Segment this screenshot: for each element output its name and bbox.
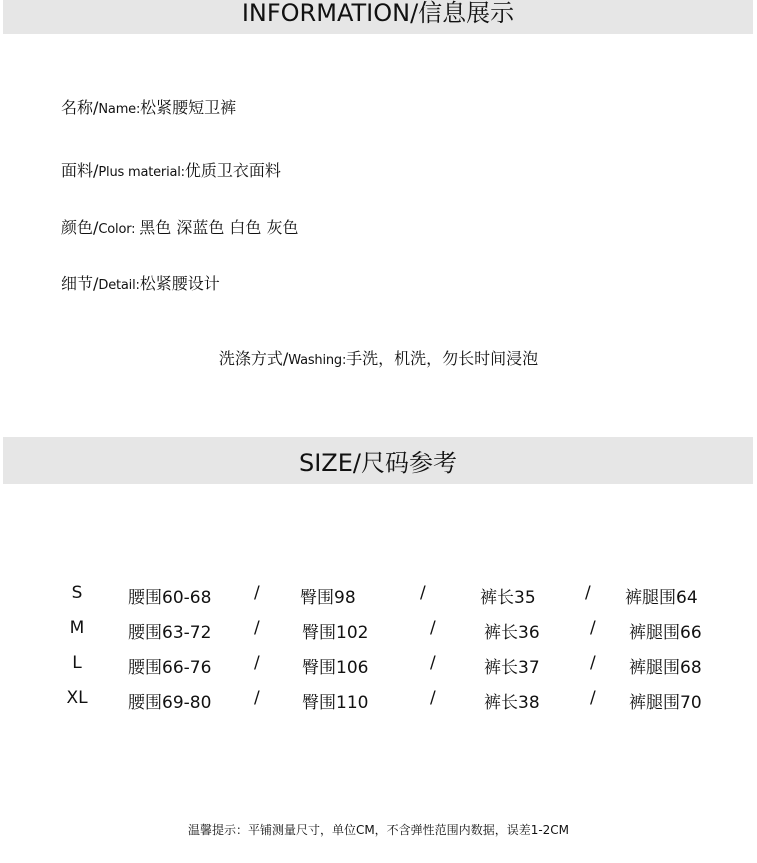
detail-label: 细节/	[61, 274, 99, 293]
color-label-en: Color:	[98, 222, 140, 237]
color-line	[61, 215, 299, 238]
leg-value: 裤腿围68	[629, 658, 702, 678]
material-label-en: Plus material:	[98, 165, 185, 180]
material-value: 优质卫衣面料	[184, 161, 281, 180]
hip-value: 臀围102	[302, 623, 369, 643]
product-name-line	[61, 95, 236, 118]
length-value: 裤长36	[484, 623, 540, 643]
separator: /	[430, 688, 436, 708]
size-row	[0, 618, 757, 642]
separator: /	[430, 653, 436, 673]
separator: /	[590, 618, 596, 638]
size-label: L	[72, 653, 82, 673]
separator: /	[254, 618, 260, 638]
leg-value: 裤腿围66	[629, 623, 702, 643]
name-label: 名称/	[61, 98, 99, 117]
hip-value: 臀围98	[300, 588, 356, 608]
size-label: S	[71, 583, 83, 603]
size-title: SIZE/尺码参考	[298, 449, 457, 477]
size-banner	[3, 437, 753, 484]
detail-label-en: Detail:	[98, 278, 140, 293]
size-label: XL	[66, 688, 88, 708]
washing-label: 洗涤方式/	[218, 349, 289, 368]
hip-value: 臀围106	[302, 658, 369, 678]
information-banner	[3, 0, 753, 34]
waist-value: 腰围66-76	[128, 658, 212, 678]
separator: /	[430, 618, 436, 638]
separator: /	[254, 583, 260, 603]
information-title: INFORMATION/信息展示	[241, 0, 515, 27]
leg-value: 裤腿围70	[629, 693, 702, 713]
separator: /	[585, 583, 591, 603]
name-label-en: Name:	[98, 102, 141, 117]
hip-value: 臀围110	[302, 693, 369, 713]
color-value: 黑色 深蓝色 白色 灰色	[139, 218, 299, 237]
separator: /	[590, 688, 596, 708]
separator: /	[590, 653, 596, 673]
washing-label-en: Washing:	[288, 353, 347, 368]
separator: /	[420, 583, 426, 603]
measurement-note: 温馨提示：平铺测量尺寸，单位CM，不含弹性范围内数据，误差1-2CM	[187, 823, 570, 837]
detail-value: 松紧腰设计	[139, 274, 220, 293]
length-value: 裤长35	[480, 588, 536, 608]
material-line	[61, 158, 281, 181]
size-label: M	[69, 618, 85, 638]
leg-value: 裤腿围64	[625, 588, 698, 608]
size-row	[0, 653, 757, 677]
separator: /	[254, 653, 260, 673]
washing-line	[0, 346, 757, 369]
length-value: 裤长38	[484, 693, 540, 713]
waist-value: 腰围69-80	[128, 693, 212, 713]
length-value: 裤长37	[484, 658, 540, 678]
washing-value: 手洗，机洗，勿长时间浸泡	[346, 349, 539, 368]
size-row	[0, 688, 757, 712]
name-value: 松紧腰短卫裤	[140, 98, 237, 117]
material-label: 面料/	[61, 161, 99, 180]
size-row	[0, 583, 757, 607]
waist-value: 腰围60-68	[128, 588, 212, 608]
color-label: 颜色/	[61, 218, 99, 237]
detail-line	[61, 271, 220, 294]
separator: /	[254, 688, 260, 708]
waist-value: 腰围63-72	[128, 623, 212, 643]
